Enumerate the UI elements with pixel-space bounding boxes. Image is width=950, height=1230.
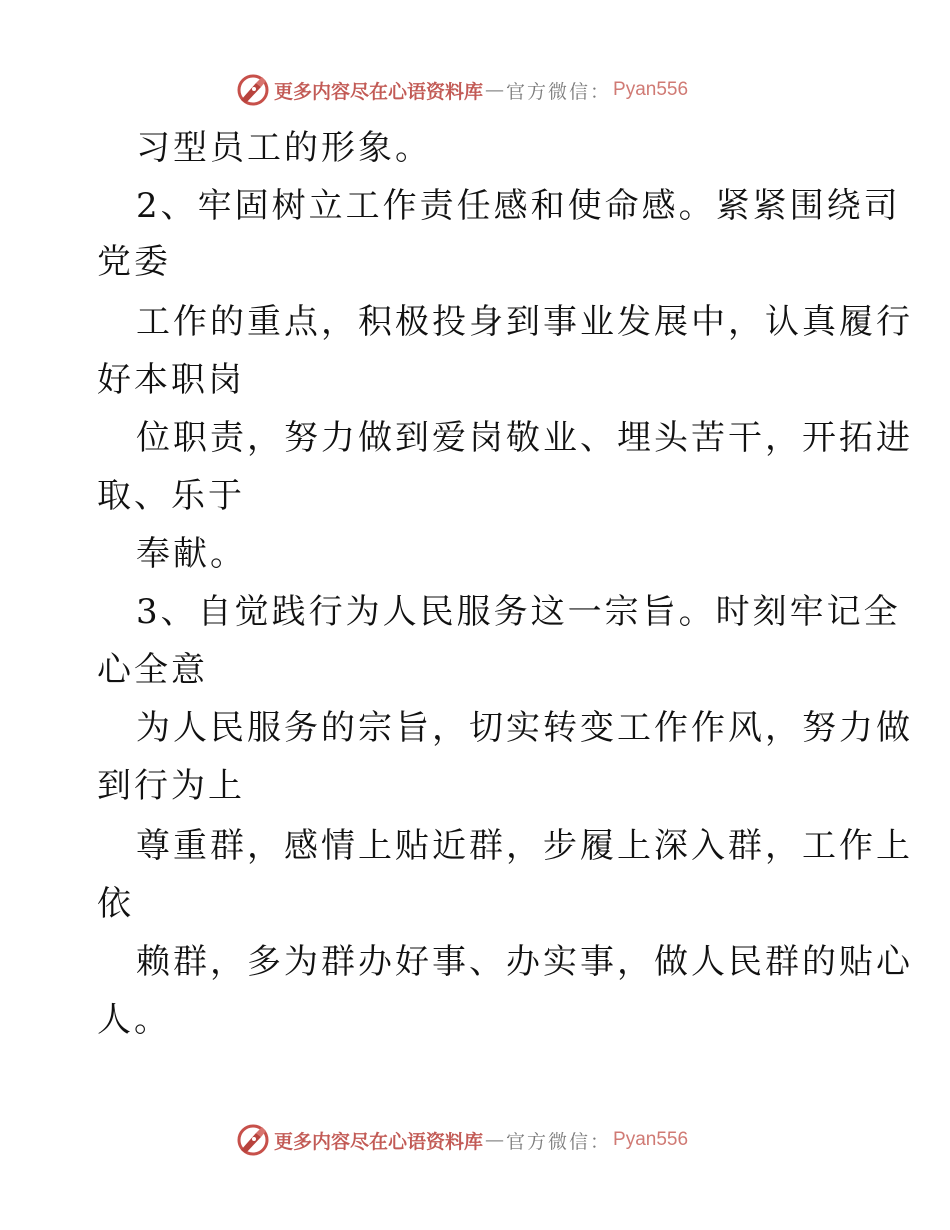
watermark-header [236, 72, 688, 108]
text-line: 工作的重点，积极投身到事业发展中，认真履行 [136, 302, 913, 342]
text-line: 党委 [97, 242, 171, 282]
text-line: 位职责，努力做到爱岗敬业、埋头苦干，开拓进 [136, 418, 913, 458]
watermark-dash: — [485, 79, 505, 101]
watermark-dash: — [485, 1129, 505, 1151]
watermark-footer [236, 1122, 688, 1158]
text-line: 好本职岗 [97, 360, 245, 400]
watermark-brand: 更多内容尽在心语资料库 [274, 1130, 484, 1153]
text-line: 3、自觉践行为人民服务这一宗旨。时刻牢记全 [136, 592, 901, 632]
watermark-official-label: 官方微信： [506, 1130, 612, 1153]
text-line: 人。 [97, 1000, 171, 1040]
watermark-wechat-id: Pyan556 [613, 79, 689, 100]
text-line: 奉献。 [136, 534, 247, 574]
watermark-wechat-id: Pyan556 [613, 1129, 689, 1150]
text-line: 为人民服务的宗旨，切实转变工作作风，努力做 [136, 708, 913, 748]
watermark-brand: 更多内容尽在心语资料库 [274, 80, 484, 103]
text-line: 习型员工的形象。 [136, 128, 432, 168]
pen-logo-icon [236, 73, 270, 107]
text-line: 2、牢固树立工作责任感和使命感。紧紧围绕司 [136, 186, 901, 226]
text-line: 取、乐于 [97, 476, 245, 516]
text-line: 心全意 [97, 650, 208, 690]
watermark-official-label: 官方微信： [506, 80, 612, 103]
text-line: 到行为上 [97, 766, 245, 806]
text-line: 尊重群，感情上贴近群，步履上深入群，工作上 [136, 826, 913, 866]
text-line: 赖群，多为群办好事、办实事，做人民群的贴心 [136, 942, 913, 982]
text-line: 依 [97, 884, 134, 924]
pen-logo-icon [236, 1123, 270, 1157]
